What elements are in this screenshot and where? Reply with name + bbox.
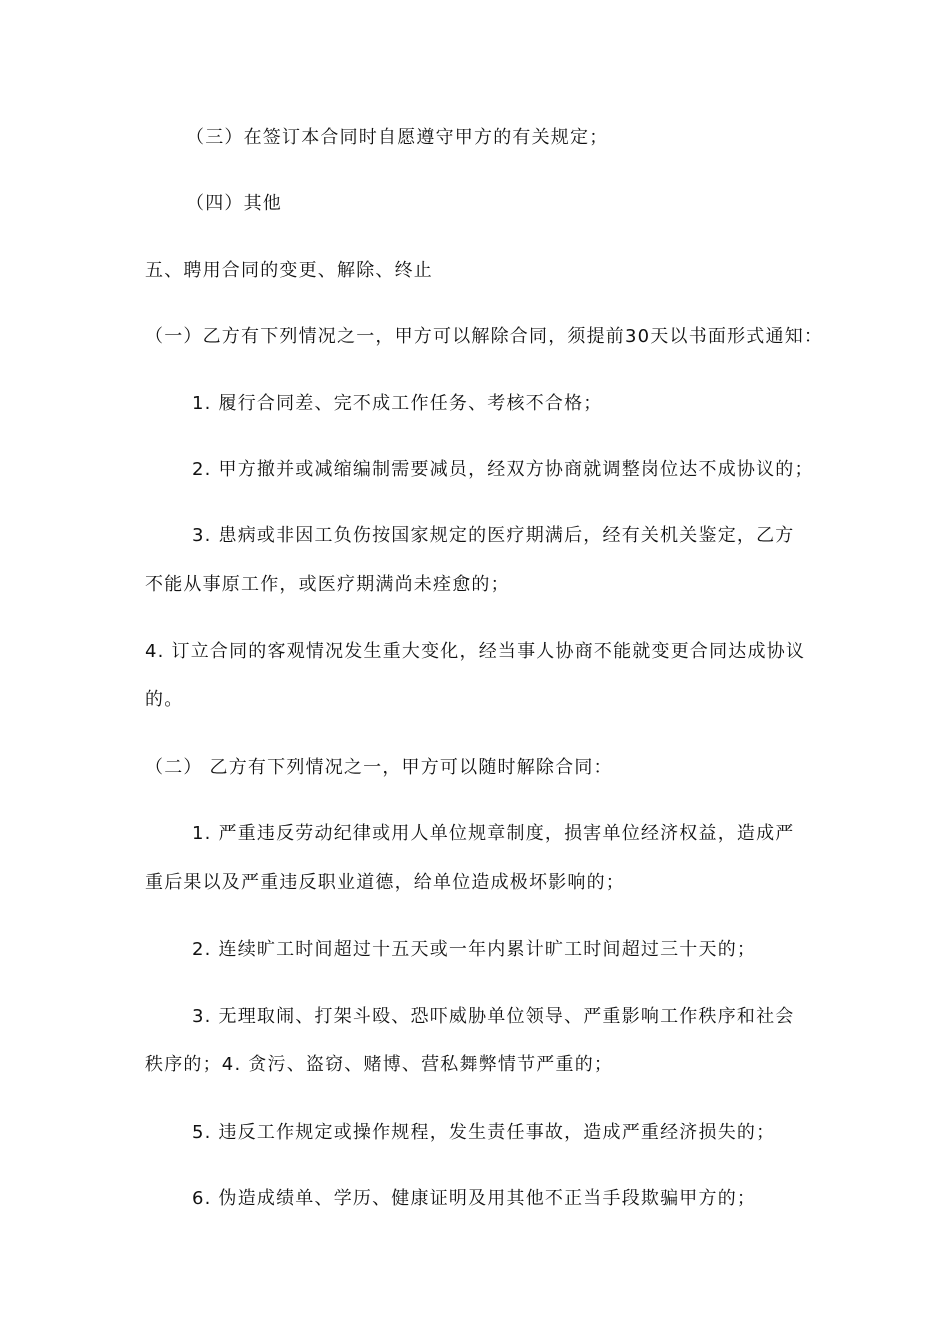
clause-3-text: （三）在签订本合同时自愿遵守甲方的有关规定； — [186, 127, 609, 148]
item-3-text-line1: 3. 患病或非因工负伤按国家规定的医疗期满后，经有关机关鉴定，乙方 — [192, 525, 795, 546]
subsection-2-heading: （二） 乙方有下列情况之一，甲方可以随时解除合同： — [145, 757, 613, 778]
section-5-heading: 五、聘用合同的变更、解除、终止 — [145, 260, 433, 281]
clause-4-text: （四）其他 — [186, 193, 282, 214]
item-2-1-text-line2: 重后果以及严重违反职业道德，给单位造成极坏影响的； — [145, 872, 625, 893]
item-2-5-text: 5. 违反工作规定或操作规程，发生责任事故，造成严重经济损失的； — [192, 1122, 776, 1143]
item-4-text-line1: 4. 订立合同的客观情况发生重大变化，经当事人协商不能就变更合同达成协议 — [145, 641, 806, 662]
item-2-text: 2. 甲方撤并或减缩编制需要减员，经双方协商就调整岗位达不成协议的； — [192, 459, 814, 480]
item-2-3-text-line2: 秩序的；4. 贪污、盗窃、赌博、营私舞弊情节严重的； — [145, 1054, 614, 1075]
item-2-3-text-line1: 3. 无理取闹、打架斗殴、恐吓威胁单位领导、严重影响工作秩序和社会 — [192, 1006, 795, 1027]
item-4-text-line2: 的。 — [145, 689, 184, 710]
subsection-1-heading: （一）乙方有下列情况之一，甲方可以解除合同，须提前30天以书面形式通知： — [145, 326, 824, 347]
item-2-2-text: 2. 连续旷工时间超过十五天或一年内累计旷工时间超过三十天的； — [192, 939, 757, 960]
item-2-6-text: 6. 伪造成绩单、学历、健康证明及用其他不正当手段欺骗甲方的； — [192, 1188, 757, 1209]
item-1-text: 1. 履行合同差、完不成工作任务、考核不合格； — [192, 393, 603, 414]
item-2-1-text-line1: 1. 严重违反劳动纪律或用人单位规章制度，损害单位经济权益，造成严 — [192, 823, 795, 844]
item-3-text-line2: 不能从事原工作，或医疗期满尚未痊愈的； — [145, 574, 510, 595]
